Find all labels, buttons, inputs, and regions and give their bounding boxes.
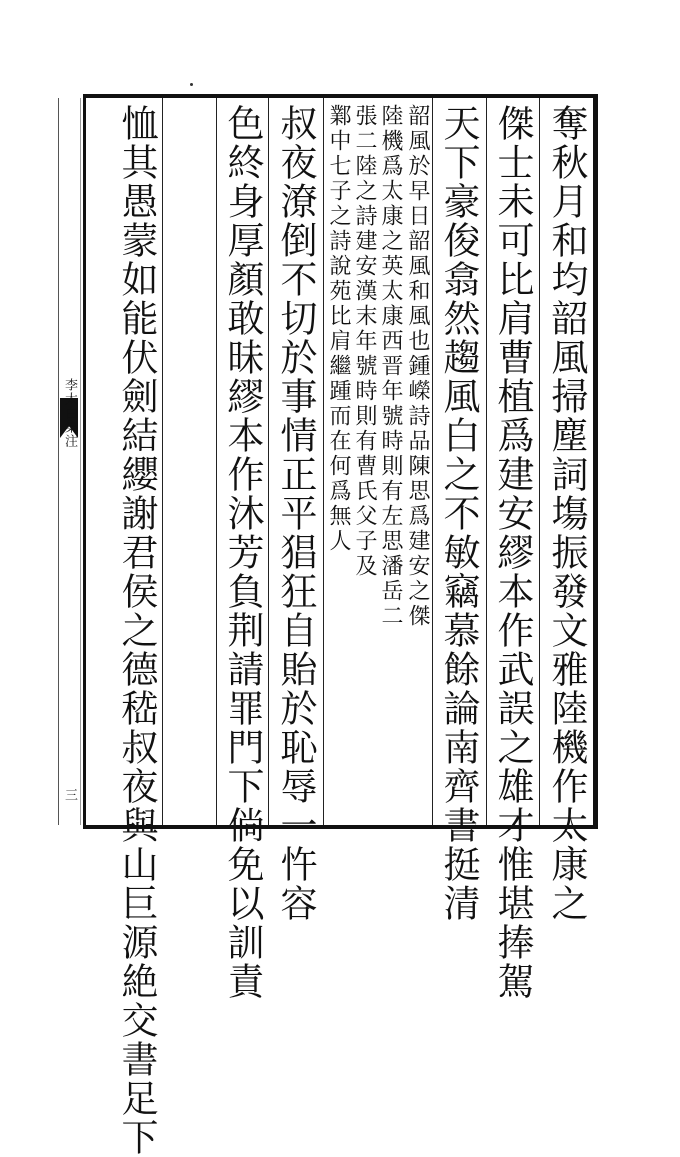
column-rule: [486, 98, 487, 825]
column-rule: [539, 98, 540, 825]
column-rule: [268, 98, 269, 825]
adjacent-page-edge: [2, 98, 81, 825]
text-column-3: 天下豪俊翕然趨風白之不敏竊慕餘論南齊書挺清: [437, 104, 480, 923]
text-column-2: 傑士未可比肩曹植爲建安繆本作武誤之雄才惟堪捧駕: [491, 104, 534, 1001]
edge-page-number: 三: [62, 788, 77, 801]
ink-dot: [190, 83, 193, 86]
text-column-9: 色終身厚顏敢昧繆本作沐芳負荆請罪門下倘免以訓責: [221, 104, 264, 1001]
text-column-1: 奪秋月和均韶風掃塵詞塲振發文雅陸機作太康之: [545, 104, 588, 923]
text-column-6: 張二陸之詩建安漢末年號時則有曹氏父子及: [352, 104, 377, 579]
text-column-8: 叔夜潦倒不切於事情正平猖狂自貽於恥辱一忤容: [274, 104, 317, 923]
frame-top-border: [83, 94, 598, 98]
column-rule: [162, 98, 163, 825]
frame-right-border: [593, 94, 598, 829]
text-column-7: 鄴中七子之詩說苑比肩繼踵而在何爲無人: [326, 104, 351, 554]
column-rule: [216, 98, 217, 825]
column-rule: [323, 98, 324, 825]
column-rule: [432, 98, 433, 825]
text-column-10: 恤其愚蒙如能伏劍結纓謝君侯之德嵇叔夜與山巨源絶交書足下: [115, 104, 158, 1157]
page-gutter: [58, 98, 81, 825]
edge-book-title: 李太白集注: [62, 378, 77, 448]
text-column-4: 韶風於早日韶風和風也鍾嶸詩品陳思爲建安之傑: [405, 104, 430, 629]
text-column-5: 陸機爲太康之英太康西晋年號時則有左思潘岳二: [378, 104, 403, 629]
frame-left-border: [83, 94, 86, 829]
